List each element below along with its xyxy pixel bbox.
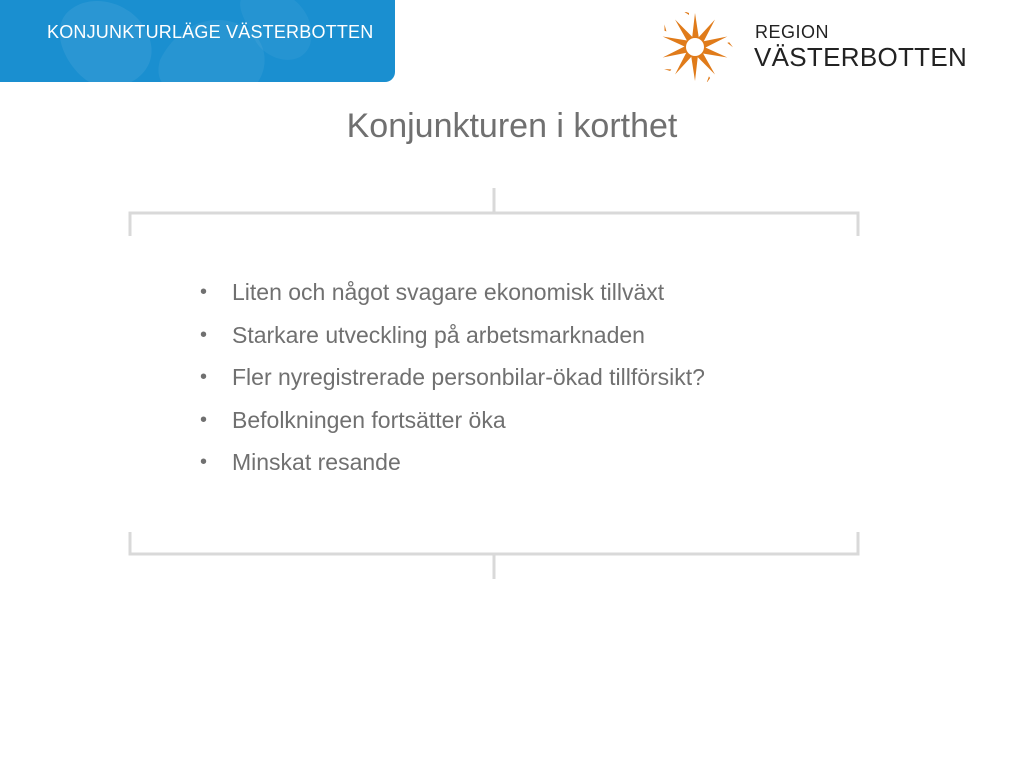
bullet-icon: • [200, 408, 208, 431]
list-item [198, 359, 705, 402]
bullet-icon: • [200, 451, 208, 473]
bullet-icon: • [200, 323, 208, 346]
bullet-text: Starkare utveckling på arbetsmarknaden [232, 321, 645, 348]
logo-text-region: REGION [755, 22, 830, 42]
list-item [198, 274, 705, 317]
list-item [198, 317, 705, 360]
bullet-icon: • [200, 366, 208, 388]
bullet-icon: • [200, 281, 208, 303]
logo-text-vasterbotten: VÄSTERBOTTEN [754, 42, 968, 72]
section-label: KONJUNKTURLÄGE VÄSTERBOTTEN [47, 22, 374, 42]
bullet-text: Minskat resande [232, 449, 401, 475]
list-item [198, 402, 705, 445]
bullet-text: Liten och något svagare ekonomisk tillväxt [232, 279, 665, 305]
list-item [198, 444, 705, 487]
slide-title: Konjunkturen i korthet [346, 107, 678, 145]
bullet-text: Fler nyregistrerade personbilar-ökad tillförsikt? [232, 364, 705, 390]
bullet-text: Befolkningen fortsätter öka [232, 406, 506, 433]
bullet-list [198, 274, 705, 487]
